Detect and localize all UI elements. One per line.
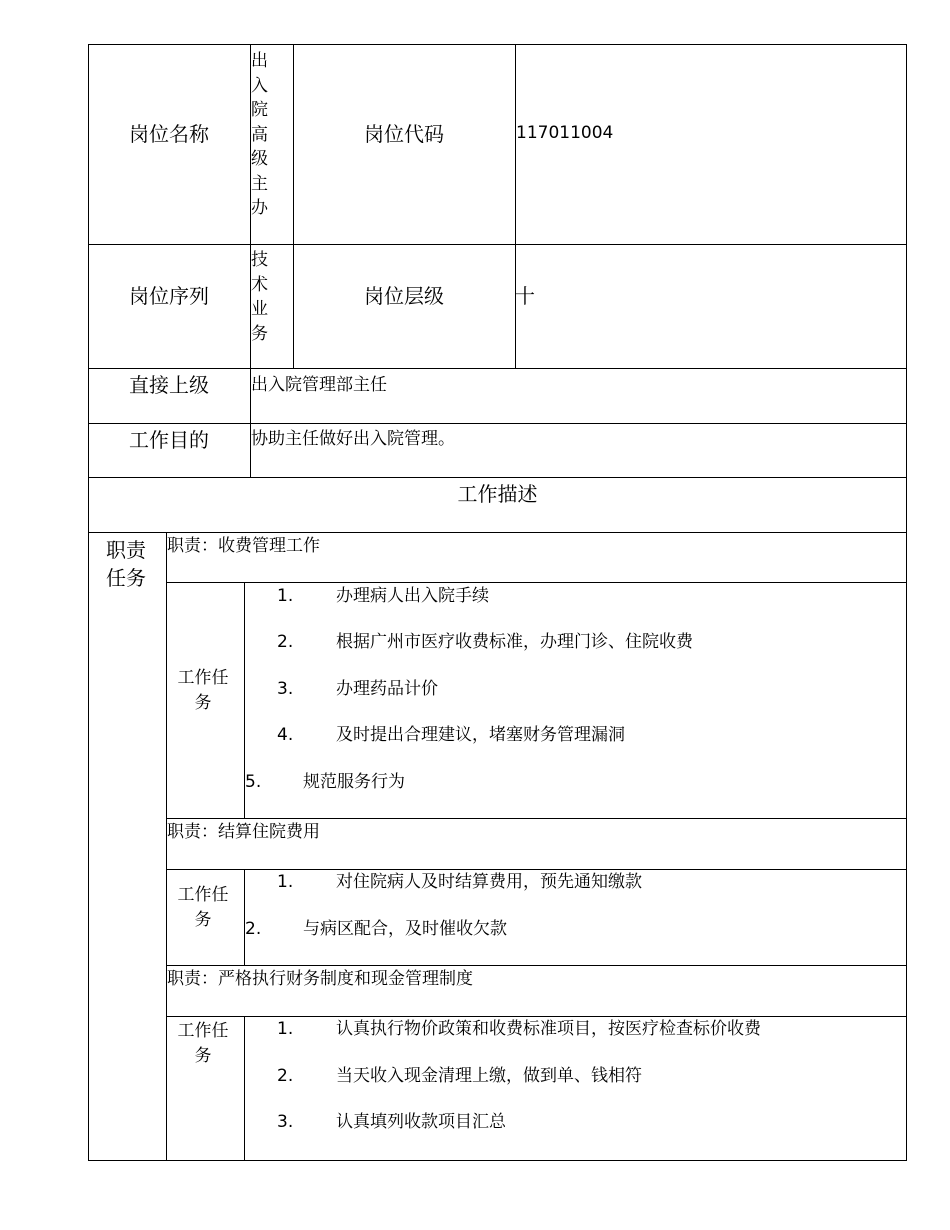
duty-title: 职责：结算住院费用 [167, 822, 320, 842]
duty-title: 职责：严格执行财务制度和现金管理制度 [167, 969, 473, 989]
col-divider [515, 44, 516, 368]
task-number: 2. [277, 632, 294, 652]
duties-label: 职责任务 [106, 538, 146, 590]
col-divider [166, 532, 167, 1161]
task-text: 规范服务行为 [303, 772, 405, 792]
task-text: 当天收入现金清理上缴，做到单、钱相符 [336, 1066, 642, 1086]
task-label: 工作任务 [177, 668, 229, 713]
task-text: 与病区配合，及时催收欠款 [303, 919, 507, 939]
post-code-value: 117011004 [516, 123, 614, 143]
table-frame [88, 44, 907, 1161]
post-name-label: 岗位名称 [129, 122, 209, 146]
duty-title: 职责：收费管理工作 [167, 536, 320, 556]
row-divider [166, 965, 907, 966]
row-divider [88, 244, 907, 245]
task-text: 根据广州市医疗收费标准，办理门诊、住院收费 [336, 632, 693, 652]
task-number: 2. [277, 1066, 294, 1086]
description-title: 工作描述 [457, 482, 538, 506]
task-number: 1. [277, 872, 294, 892]
row-divider [166, 869, 907, 870]
task-label: 工作任务 [177, 1021, 229, 1066]
task-text: 认真执行物价政策和收费标准项目，按医疗检查标价收费 [336, 1019, 761, 1039]
task-label: 工作任务 [177, 885, 229, 930]
task-text: 认真填列收款项目汇总 [336, 1112, 506, 1132]
task-text: 办理病人出入院手续 [336, 586, 489, 606]
row-divider [88, 532, 907, 533]
post-code-label: 岗位代码 [364, 122, 444, 146]
task-number: 1. [277, 1019, 294, 1039]
purpose-label: 工作目的 [129, 428, 209, 452]
task-number: 5. [245, 772, 262, 792]
row-divider [88, 423, 907, 424]
row-divider [88, 477, 907, 478]
post-level-label: 岗位层级 [364, 284, 444, 308]
purpose-value: 协助主任做好出入院管理。 [251, 429, 455, 449]
post-sequence-label: 岗位序列 [129, 284, 209, 308]
task-number: 2. [245, 919, 262, 939]
task-number: 3. [277, 679, 294, 699]
superior-label: 直接上级 [129, 373, 209, 397]
col-divider [244, 869, 245, 965]
superior-value: 出入院管理部主任 [251, 375, 387, 395]
row-divider [166, 1016, 907, 1017]
post-level-value: 十 [515, 284, 535, 308]
task-text: 对住院病人及时结算费用，预先通知缴款 [336, 872, 642, 892]
task-number: 1. [277, 586, 294, 606]
row-divider [166, 818, 907, 819]
task-number: 3. [277, 1112, 294, 1132]
task-text: 及时提出合理建议，堵塞财务管理漏洞 [336, 725, 625, 745]
post-sequence-value: 技术业务 [251, 250, 268, 344]
row-divider [88, 368, 907, 369]
col-divider [244, 1016, 245, 1161]
task-number: 4. [277, 725, 294, 745]
col-divider [293, 44, 294, 368]
task-text: 办理药品计价 [336, 679, 438, 699]
post-name-value: 出入院高级主办 [251, 51, 268, 218]
row-divider [166, 582, 907, 583]
